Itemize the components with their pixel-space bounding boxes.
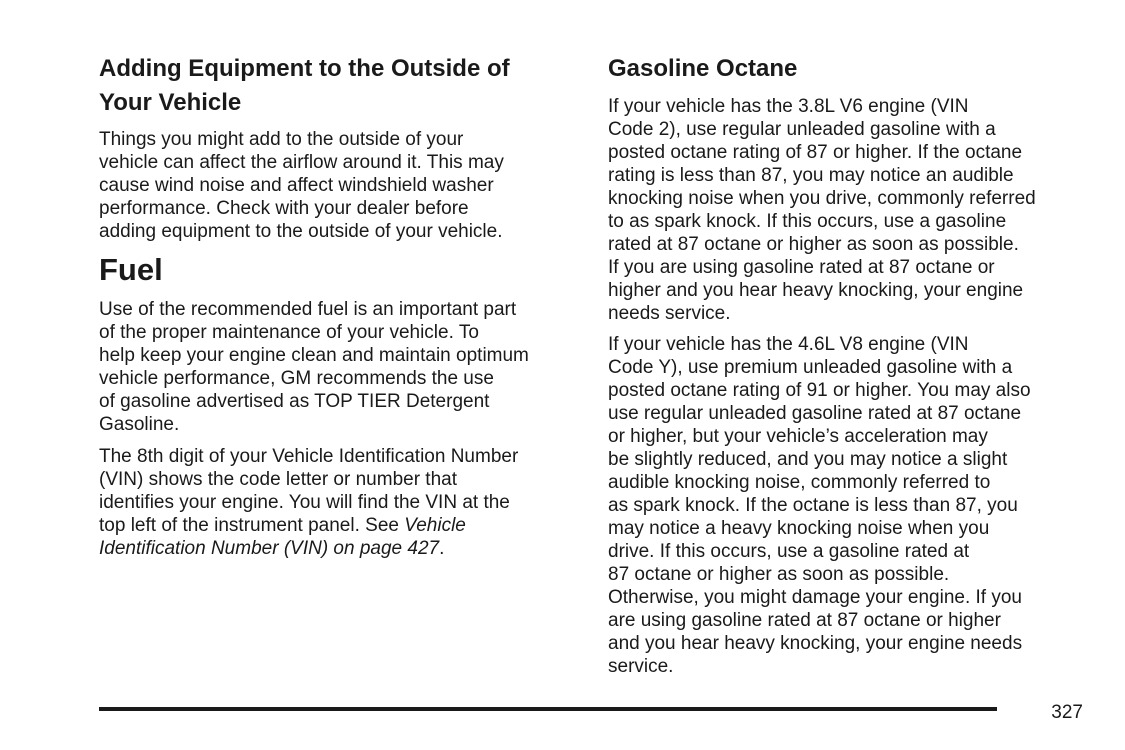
vin-reference-line1: Vehicle [404, 515, 466, 536]
vin-text-end: . [439, 538, 445, 559]
paragraph-adding-equipment: Things you might add to the outside of your vehicle can affect the airflow around it. This may cause wind noise and affect windshield washer performance. Check with your dealer before adding equipment to the outside of your vehicle. [99, 129, 504, 242]
paragraph-octane-v6: If your vehicle has the 3.8L V6 engine (VIN Code 2), use regular unleaded gasoline with a posted octane rating of 87 or higher. If the octane rating is less than 87, you may notice an audible knocking noise when you drive, commonly referred to as spark knock. If this occurs, use a gasoline rated at 87 octane or higher as soon as possible. If you are using gasoline rated at 87 octane or higher and you hear heavy knocking, your engine needs service. [608, 96, 1036, 324]
vin-reference-link[interactable]: Identification Number (VIN) on page 427 [99, 538, 440, 559]
heading-gasoline-octane: Gasoline Octane [608, 55, 798, 82]
left-column [99, 52, 579, 569]
paragraph-octane-v8: If your vehicle has the 4.6L V8 engine (VIN Code Y), use premium unleaded gasoline with a posted octane rating of 91 or higher. You may also use regular unleaded gasoline rated at 87 octane or higher, but your vehicle’s acceleration may be slightly reduced, and you may notice a slight audible knocking noise, commonly referred to as spark knock. If the octane is less than 87, you may notice a heavy knocking noise when you drive. If this occurs, use a gasoline rated at 87 octane or higher as soon as possible. Otherwise, you might damage your engine. If you are using gasoline rated at 87 octane or higher and you hear heavy knocking, your engine needs service. [608, 334, 1031, 677]
page-number: 327 [1051, 702, 1083, 723]
heading-adding-equipment: Adding Equipment to the Outside of Your Vehicle [99, 55, 510, 116]
paragraph-vin-code [99, 445, 579, 560]
vin-text: The 8th digit of your Vehicle Identification Number (VIN) shows the code letter or number that identifies your engine. You will find the VIN at the top left of the instrument panel. See [99, 446, 519, 536]
heading-fuel: Fuel [99, 252, 163, 287]
footer-rule [99, 707, 997, 711]
right-column [608, 52, 1088, 686]
paragraph-fuel-recommendation: Use of the recommended fuel is an important part of the proper maintenance of your vehicle. To help keep your engine clean and maintain optimum vehicle performance, GM recommends the use of gasoline advertised as TOP TIER Detergent Gasoline. [99, 299, 529, 435]
